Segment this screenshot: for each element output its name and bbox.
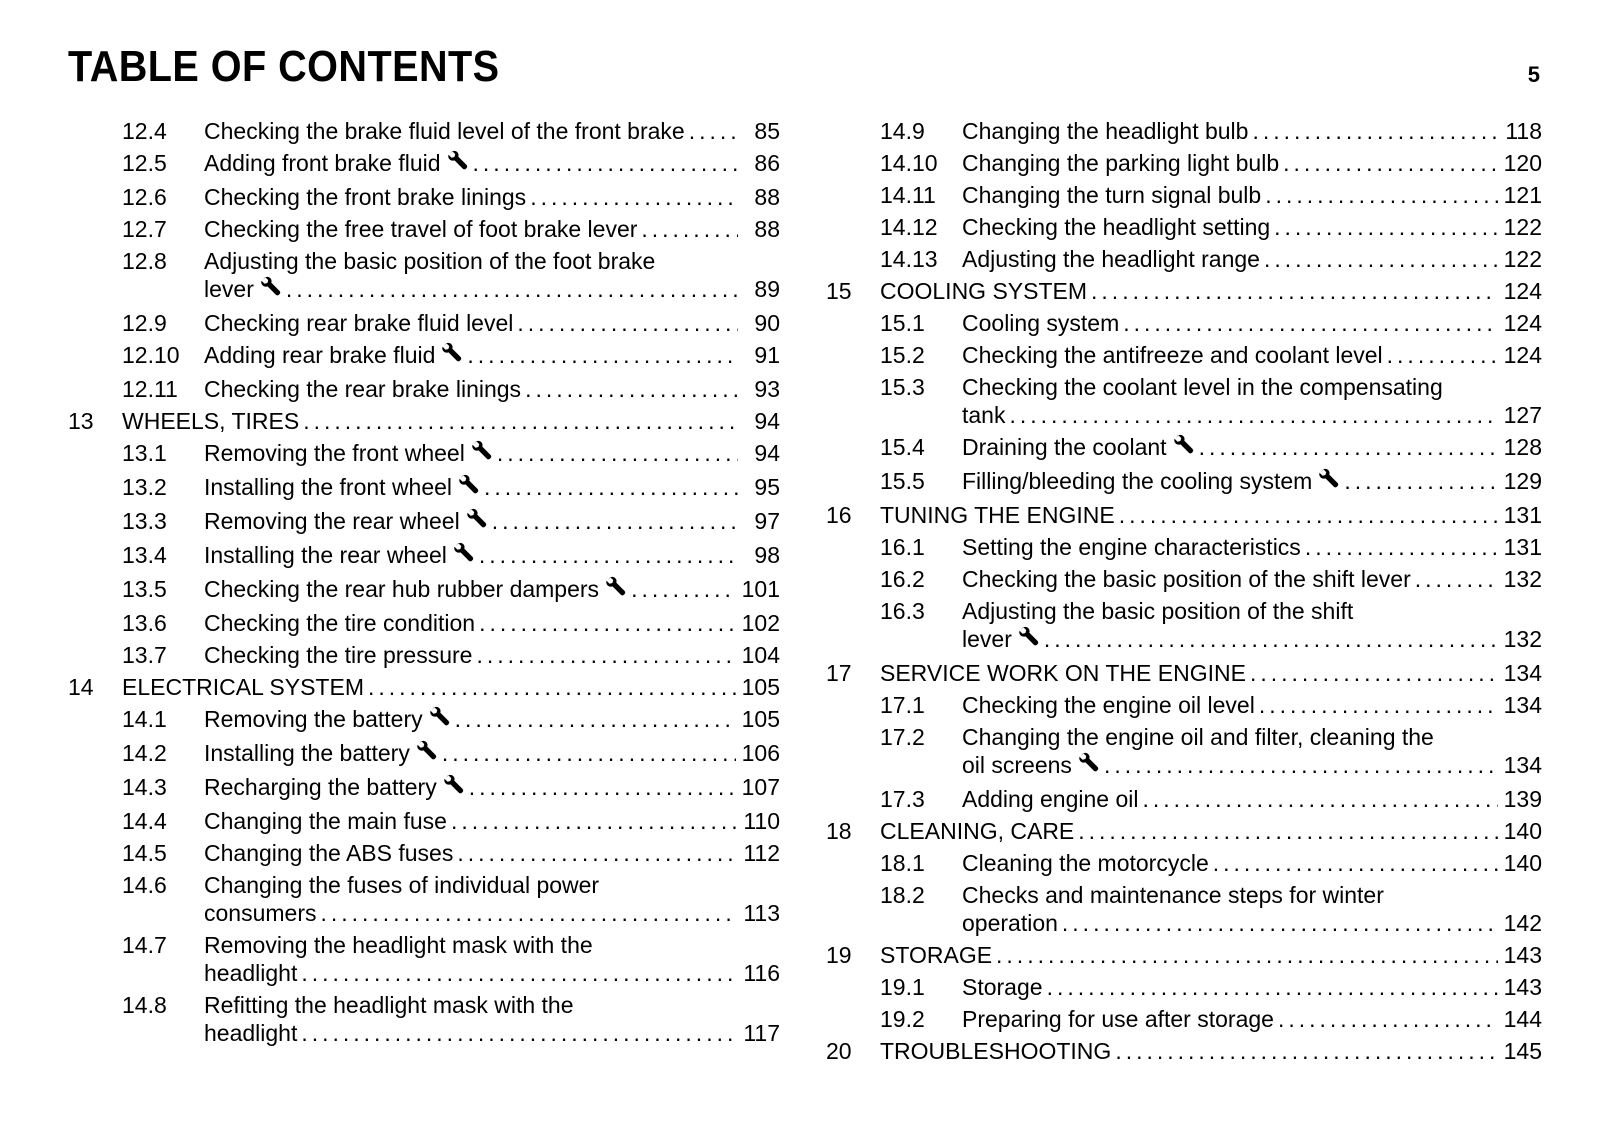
toc-entry-number: 19.2 xyxy=(880,1006,925,1032)
toc-entry-page: 118 xyxy=(1505,118,1542,144)
toc-entry-title: Checking the tire pressure xyxy=(204,642,473,668)
toc-entry-number: 15.1 xyxy=(880,310,925,336)
toc-entry-number: 16 xyxy=(826,502,852,528)
toc-entry-page: 124 xyxy=(1503,310,1542,336)
toc-entry-title: Changing the headlight bulb xyxy=(962,118,1249,144)
toc-entry-title: Changing the ABS fuses xyxy=(204,840,454,866)
toc-subentry[interactable] xyxy=(68,807,780,835)
toc-entry-page: 132 xyxy=(1503,626,1542,652)
dot-leader xyxy=(286,275,738,303)
dot-leader xyxy=(1199,433,1498,461)
toc-entry-page: 106 xyxy=(741,740,780,766)
toc-entry-page: 139 xyxy=(1503,786,1542,812)
toc-entry-page: 127 xyxy=(1503,402,1542,428)
toc-entry-title: Checking the brake fluid level of the front brake xyxy=(204,118,685,144)
toc-entry-title: consumers xyxy=(204,900,317,926)
wrench-icon xyxy=(447,149,469,171)
toc-entry-page: 112 xyxy=(743,840,780,866)
toc-entry-page: 94 xyxy=(754,408,780,434)
toc-entry-title: Adjusting the headlight range xyxy=(962,246,1260,272)
toc-entry-title: Installing the front wheel xyxy=(204,474,453,500)
page-title: TABLE OF CONTENTS xyxy=(68,42,500,91)
toc-entry-page: 121 xyxy=(1503,182,1542,208)
toc-entry-number: 16.3 xyxy=(880,598,925,624)
toc-entry-number: 18.1 xyxy=(880,850,925,876)
dot-leader xyxy=(1265,181,1497,209)
toc-entry-number: 14 xyxy=(68,674,94,700)
toc-entry-page: 145 xyxy=(1503,1038,1542,1064)
dot-leader xyxy=(1250,659,1498,687)
toc-entry-title: Adding front brake fluid xyxy=(204,150,441,176)
toc-subentry[interactable] xyxy=(68,991,780,1047)
toc-entry-page: 101 xyxy=(741,576,780,602)
toc-entry-page: 134 xyxy=(1503,660,1542,686)
toc-entry-page: 89 xyxy=(754,276,780,302)
toc-entry-title: Removing the front wheel xyxy=(204,440,465,466)
toc-subentry[interactable] xyxy=(826,213,1542,241)
toc-entry-page: 124 xyxy=(1503,278,1542,304)
wrench-icon xyxy=(453,541,475,563)
toc-subentry[interactable] xyxy=(826,309,1542,337)
toc-entry-title: CLEANING, CARE xyxy=(880,818,1075,844)
toc-entry-number: 14.4 xyxy=(122,808,167,834)
toc-entry-page: 143 xyxy=(1503,974,1542,1000)
toc-entry-number: 13.7 xyxy=(122,642,167,668)
toc-subentry[interactable] xyxy=(68,773,780,801)
wrench-icon xyxy=(441,341,463,363)
dot-leader xyxy=(473,149,738,177)
toc-entry-number: 18.2 xyxy=(880,882,925,908)
wrench-icon xyxy=(466,507,488,529)
toc-entry-number: 18 xyxy=(826,818,852,844)
toc-entry-page: 105 xyxy=(741,674,780,700)
toc-entry-title: Filling/bleeding the cooling system xyxy=(962,468,1313,494)
toc-entry-title: tank xyxy=(962,402,1006,428)
toc-entry-number: 12.5 xyxy=(122,150,167,176)
toc-subentry[interactable] xyxy=(826,533,1542,561)
toc-entry-title: Setting the engine characteristics xyxy=(962,534,1301,560)
toc-entry-number: 12.4 xyxy=(122,118,167,144)
toc-entry-number: 12.11 xyxy=(122,376,178,402)
toc-entry-title-line: Changing the fuses of individual power xyxy=(204,872,600,898)
dot-leader xyxy=(1091,277,1498,305)
toc-column-left xyxy=(68,117,780,1051)
toc-entry-number: 16.1 xyxy=(880,534,925,560)
toc-entry-number: 14.7 xyxy=(122,932,167,958)
toc-entry-title: Changing the turn signal bulb xyxy=(962,182,1262,208)
dot-leader xyxy=(1213,849,1498,877)
toc-entry-number: 12.6 xyxy=(122,184,167,210)
toc-entry-number: 14.12 xyxy=(880,214,938,240)
dot-leader xyxy=(1259,691,1498,719)
toc-entry-page: 140 xyxy=(1503,818,1542,844)
toc-entry-page: 104 xyxy=(741,642,780,668)
toc-entry-page: 143 xyxy=(1503,942,1542,968)
toc-entry-title: Removing the battery xyxy=(204,706,423,732)
toc-entry-number: 14.9 xyxy=(880,118,925,144)
toc-entry-page: 122 xyxy=(1503,214,1542,240)
toc-subentry[interactable] xyxy=(826,341,1542,369)
toc-subentry[interactable] xyxy=(68,739,780,767)
toc-entry-page: 134 xyxy=(1503,692,1542,718)
toc-entry-page: 113 xyxy=(743,900,780,926)
toc-entry-title: Storage xyxy=(962,974,1043,1000)
wrench-icon xyxy=(1173,433,1195,455)
toc-entry-title: Checking the free travel of foot brake lever xyxy=(204,216,638,242)
dot-leader xyxy=(1344,467,1497,495)
toc-section-entry[interactable] xyxy=(826,1037,1542,1065)
dot-leader xyxy=(1283,149,1498,177)
toc-entry-title: Checking the engine oil level xyxy=(962,692,1255,718)
toc-subentry[interactable] xyxy=(68,149,780,177)
toc-entry-page: 116 xyxy=(743,960,780,986)
toc-entry-title: Checking the basic position of the shift lever xyxy=(962,566,1411,592)
dot-leader xyxy=(320,899,737,927)
toc-entry-title: oil screens xyxy=(962,752,1072,778)
toc-entry-title: STORAGE xyxy=(880,942,993,968)
toc-entry-number: 12.8 xyxy=(122,248,167,274)
toc-entry-number: 14.13 xyxy=(880,246,938,272)
toc-subentry[interactable] xyxy=(68,215,780,243)
dot-leader xyxy=(479,609,736,637)
toc-subentry[interactable] xyxy=(68,839,780,867)
wrench-icon xyxy=(429,705,451,727)
toc-entry-page: 120 xyxy=(1503,150,1542,176)
dot-leader xyxy=(1062,909,1498,937)
toc-entry-page: 86 xyxy=(754,150,780,176)
toc-subentry[interactable] xyxy=(826,565,1542,593)
toc-entry-number: 13.4 xyxy=(122,542,167,568)
toc-subentry[interactable] xyxy=(826,691,1542,719)
toc-entry-title: Removing the rear wheel xyxy=(204,508,460,534)
wrench-icon xyxy=(260,275,282,297)
toc-entry-title: Checking the rear brake linings xyxy=(204,376,522,402)
toc-entry-number: 12.10 xyxy=(122,342,180,368)
toc-entry-title-line: Adjusting the basic position of the shift xyxy=(962,598,1354,624)
wrench-icon xyxy=(605,575,627,597)
toc-entry-title: Adding rear brake fluid xyxy=(204,342,436,368)
toc-entry-title: Changing the parking light bulb xyxy=(962,150,1280,176)
toc-subentry[interactable] xyxy=(826,881,1542,937)
toc-subentry[interactable] xyxy=(68,341,780,369)
toc-entry-title: Adding engine oil xyxy=(962,786,1139,812)
dot-leader xyxy=(996,941,1498,969)
toc-entry-number: 13.6 xyxy=(122,610,167,636)
toc-entry-title-line: Removing the headlight mask with the xyxy=(204,932,593,958)
dot-leader xyxy=(1104,751,1498,779)
toc-entry-page: 131 xyxy=(1503,534,1542,560)
toc-entry-number: 19.1 xyxy=(880,974,925,1000)
toc-entry-page: 134 xyxy=(1503,752,1542,778)
toc-subentry[interactable] xyxy=(68,183,780,211)
toc-entry-number: 15.3 xyxy=(880,374,925,400)
toc-entry-title-line: Refitting the headlight mask with the xyxy=(204,992,574,1018)
dot-leader xyxy=(631,575,736,603)
dot-leader xyxy=(442,739,736,767)
toc-entry-number: 14.2 xyxy=(122,740,167,766)
dot-leader xyxy=(1119,501,1498,529)
dot-leader xyxy=(1305,533,1498,561)
toc-section-entry[interactable] xyxy=(826,501,1542,529)
toc-entry-page: 88 xyxy=(754,184,780,210)
toc-entry-number: 14.11 xyxy=(880,182,936,208)
toc-entry-number: 15 xyxy=(826,278,852,304)
toc-entry-page: 97 xyxy=(754,508,780,534)
dot-leader xyxy=(1044,625,1498,653)
toc-entry-number: 14.5 xyxy=(122,840,167,866)
dot-leader xyxy=(517,309,738,337)
wrench-icon xyxy=(458,473,480,495)
toc-entry-title: headlight xyxy=(204,1020,298,1046)
toc-entry-title: headlight xyxy=(204,960,298,986)
toc-entry-title: Checking rear brake fluid level xyxy=(204,310,514,336)
toc-entry-title: Checking the front brake linings xyxy=(204,184,527,210)
dot-leader xyxy=(1278,1005,1498,1033)
toc-entry-title-line: Checks and maintenance steps for winter xyxy=(962,882,1384,908)
toc-subentry[interactable] xyxy=(826,117,1542,145)
dot-leader xyxy=(457,839,737,867)
toc-entry-number: 13.5 xyxy=(122,576,167,602)
toc-entry-number: 15.4 xyxy=(880,434,925,460)
toc-entry-number: 17 xyxy=(826,660,852,686)
dot-leader xyxy=(479,541,738,569)
wrench-icon xyxy=(1018,625,1040,647)
dot-leader xyxy=(1252,117,1499,145)
dot-leader xyxy=(467,341,738,369)
toc-subentry[interactable] xyxy=(826,245,1542,273)
toc-entry-page: 129 xyxy=(1503,468,1542,494)
dot-leader xyxy=(1078,817,1497,845)
toc-entry-page: 98 xyxy=(754,542,780,568)
toc-subentry[interactable] xyxy=(826,149,1542,177)
dot-leader xyxy=(492,507,738,535)
dot-leader xyxy=(484,473,738,501)
toc-subentry[interactable] xyxy=(68,705,780,733)
toc-entry-title: Checking the rear hub rubber dampers xyxy=(204,576,600,602)
toc-entry-number: 14.8 xyxy=(122,992,167,1018)
toc-subentry[interactable] xyxy=(826,597,1542,653)
toc-entry-title: ELECTRICAL SYSTEM xyxy=(122,674,364,700)
toc-subentry[interactable] xyxy=(68,609,780,637)
toc-entry-number: 17.3 xyxy=(880,786,925,812)
toc-entry-title: TUNING THE ENGINE xyxy=(880,502,1115,528)
toc-entry-number: 14.3 xyxy=(122,774,167,800)
toc-entry-title: Installing the battery xyxy=(204,740,410,766)
toc-entry-title: lever xyxy=(204,276,254,302)
toc-section-entry[interactable] xyxy=(826,941,1542,969)
toc-section-entry[interactable] xyxy=(826,817,1542,845)
dot-leader xyxy=(451,807,737,835)
toc-entry-title: WHEELS, TIRES xyxy=(122,408,300,434)
toc-entry-title: operation xyxy=(962,910,1058,936)
toc-entry-number: 20 xyxy=(826,1038,852,1064)
dot-leader xyxy=(689,117,738,145)
toc-entry-number: 16.2 xyxy=(880,566,925,592)
toc-entry-number: 13 xyxy=(68,408,94,434)
toc-entry-title: COOLING SYSTEM xyxy=(880,278,1088,304)
toc-entry-page: 90 xyxy=(754,310,780,336)
toc-section-entry[interactable] xyxy=(826,659,1542,687)
dot-leader xyxy=(525,375,738,403)
dot-leader xyxy=(301,1019,737,1047)
toc-entry-page: 122 xyxy=(1503,246,1542,272)
toc-entry-number: 13.3 xyxy=(122,508,167,534)
toc-subentry[interactable] xyxy=(68,117,780,145)
toc-entry-number: 15.2 xyxy=(880,342,925,368)
toc-subentry[interactable] xyxy=(68,439,780,467)
toc-entry-title: Checking the tire condition xyxy=(204,610,476,636)
toc-subentry[interactable] xyxy=(826,433,1542,461)
wrench-icon xyxy=(1078,751,1100,773)
toc-entry-page: 95 xyxy=(754,474,780,500)
toc-subentry[interactable] xyxy=(68,473,780,501)
toc-entry-title: Installing the rear wheel xyxy=(204,542,447,568)
toc-entry-number: 13.1 xyxy=(122,440,167,466)
toc-entry-page: 140 xyxy=(1503,850,1542,876)
toc-entry-page: 105 xyxy=(741,706,780,732)
toc-entry-title: Checking the headlight setting xyxy=(962,214,1271,240)
toc-entry-number: 14.10 xyxy=(880,150,938,176)
toc-entry-page: 91 xyxy=(754,342,780,368)
toc-subentry[interactable] xyxy=(68,541,780,569)
dot-leader xyxy=(641,215,738,243)
dot-leader xyxy=(1415,565,1498,593)
toc-subentry[interactable] xyxy=(826,467,1542,495)
toc-subentry[interactable] xyxy=(68,641,780,669)
toc-entry-page: 144 xyxy=(1503,1006,1542,1032)
toc-section-entry[interactable] xyxy=(826,277,1542,305)
wrench-icon xyxy=(443,773,465,795)
toc-subentry[interactable] xyxy=(826,849,1542,877)
dot-leader xyxy=(476,641,735,669)
toc-entry-number: 12.7 xyxy=(122,216,167,242)
dot-leader xyxy=(1123,309,1497,337)
toc-subentry[interactable] xyxy=(68,247,780,303)
dot-leader xyxy=(1115,1037,1497,1065)
toc-entry-page: 94 xyxy=(754,440,780,466)
toc-entry-number: 12.9 xyxy=(122,310,167,336)
dot-leader xyxy=(1047,973,1498,1001)
dot-leader xyxy=(455,705,736,733)
dot-leader xyxy=(469,773,736,801)
toc-entry-page: 142 xyxy=(1503,910,1542,936)
toc-entry-title-line: Changing the engine oil and filter, cleaning the xyxy=(962,724,1434,750)
toc-entry-page: 131 xyxy=(1503,502,1542,528)
toc-entry-title: TROUBLESHOOTING xyxy=(880,1038,1112,1064)
toc-entry-title: Preparing for use after storage xyxy=(962,1006,1274,1032)
toc-entry-title: Changing the main fuse xyxy=(204,808,447,834)
wrench-icon xyxy=(1318,467,1340,489)
toc-entry-page: 102 xyxy=(741,610,780,636)
toc-subentry[interactable] xyxy=(68,309,780,337)
page-number: 5 xyxy=(1527,62,1540,87)
toc-subentry[interactable] xyxy=(68,575,780,603)
toc-entry-page: 93 xyxy=(754,376,780,402)
dot-leader xyxy=(497,439,738,467)
toc-section-entry[interactable] xyxy=(68,673,780,701)
toc-subentry[interactable] xyxy=(68,375,780,403)
wrench-icon xyxy=(471,439,493,461)
toc-entry-title: Cooling system xyxy=(962,310,1120,336)
toc-entry-title: Cleaning the motorcycle xyxy=(962,850,1209,876)
dot-leader xyxy=(1009,401,1497,429)
dot-leader xyxy=(368,673,736,701)
toc-subentry[interactable] xyxy=(826,723,1542,779)
toc-subentry[interactable] xyxy=(68,931,780,987)
dot-leader xyxy=(1142,785,1497,813)
toc-entry-number: 17.2 xyxy=(880,724,925,750)
toc-entry-title: Recharging the battery xyxy=(204,774,437,800)
dot-leader xyxy=(303,407,738,435)
toc-subentry[interactable] xyxy=(826,973,1542,1001)
toc-subentry[interactable] xyxy=(826,1005,1542,1033)
toc-entry-page: 110 xyxy=(743,808,780,834)
toc-subentry[interactable] xyxy=(68,507,780,535)
toc-entry-number: 14.6 xyxy=(122,872,167,898)
toc-entry-page: 107 xyxy=(741,774,780,800)
dot-leader xyxy=(1387,341,1498,369)
toc-entry-title-line: Adjusting the basic position of the foot brake xyxy=(204,248,656,274)
toc-entry-title: Checking the antifreeze and coolant level xyxy=(962,342,1383,368)
toc-column-right xyxy=(826,117,1542,1069)
toc-entry-page: 117 xyxy=(743,1020,780,1046)
toc-subentry[interactable] xyxy=(826,181,1542,209)
toc-entry-title-line: Checking the coolant level in the compensating xyxy=(962,374,1443,400)
toc-entry-number: 19 xyxy=(826,942,852,968)
toc-entry-page: 85 xyxy=(754,118,780,144)
toc-section-entry[interactable] xyxy=(68,407,780,435)
toc-entry-title: Draining the coolant xyxy=(962,434,1167,460)
toc-entry-page: 88 xyxy=(754,216,780,242)
toc-entry-number: 17.1 xyxy=(880,692,925,718)
toc-entry-page: 132 xyxy=(1503,566,1542,592)
toc-entry-title: SERVICE WORK ON THE ENGINE xyxy=(880,660,1246,686)
toc-subentry[interactable] xyxy=(68,871,780,927)
dot-leader xyxy=(1264,245,1498,273)
toc-entry-number: 14.1 xyxy=(122,706,167,732)
toc-entry-title: lever xyxy=(962,626,1012,652)
wrench-icon xyxy=(416,739,438,761)
dot-leader xyxy=(301,959,737,987)
toc-entry-page: 128 xyxy=(1503,434,1542,460)
toc-entry-page: 124 xyxy=(1503,342,1542,368)
toc-entry-number: 15.5 xyxy=(880,468,925,494)
toc-subentry[interactable] xyxy=(826,373,1542,429)
dot-leader xyxy=(530,183,738,211)
toc-entry-number: 13.2 xyxy=(122,474,167,500)
toc-subentry[interactable] xyxy=(826,785,1542,813)
dot-leader xyxy=(1274,213,1497,241)
